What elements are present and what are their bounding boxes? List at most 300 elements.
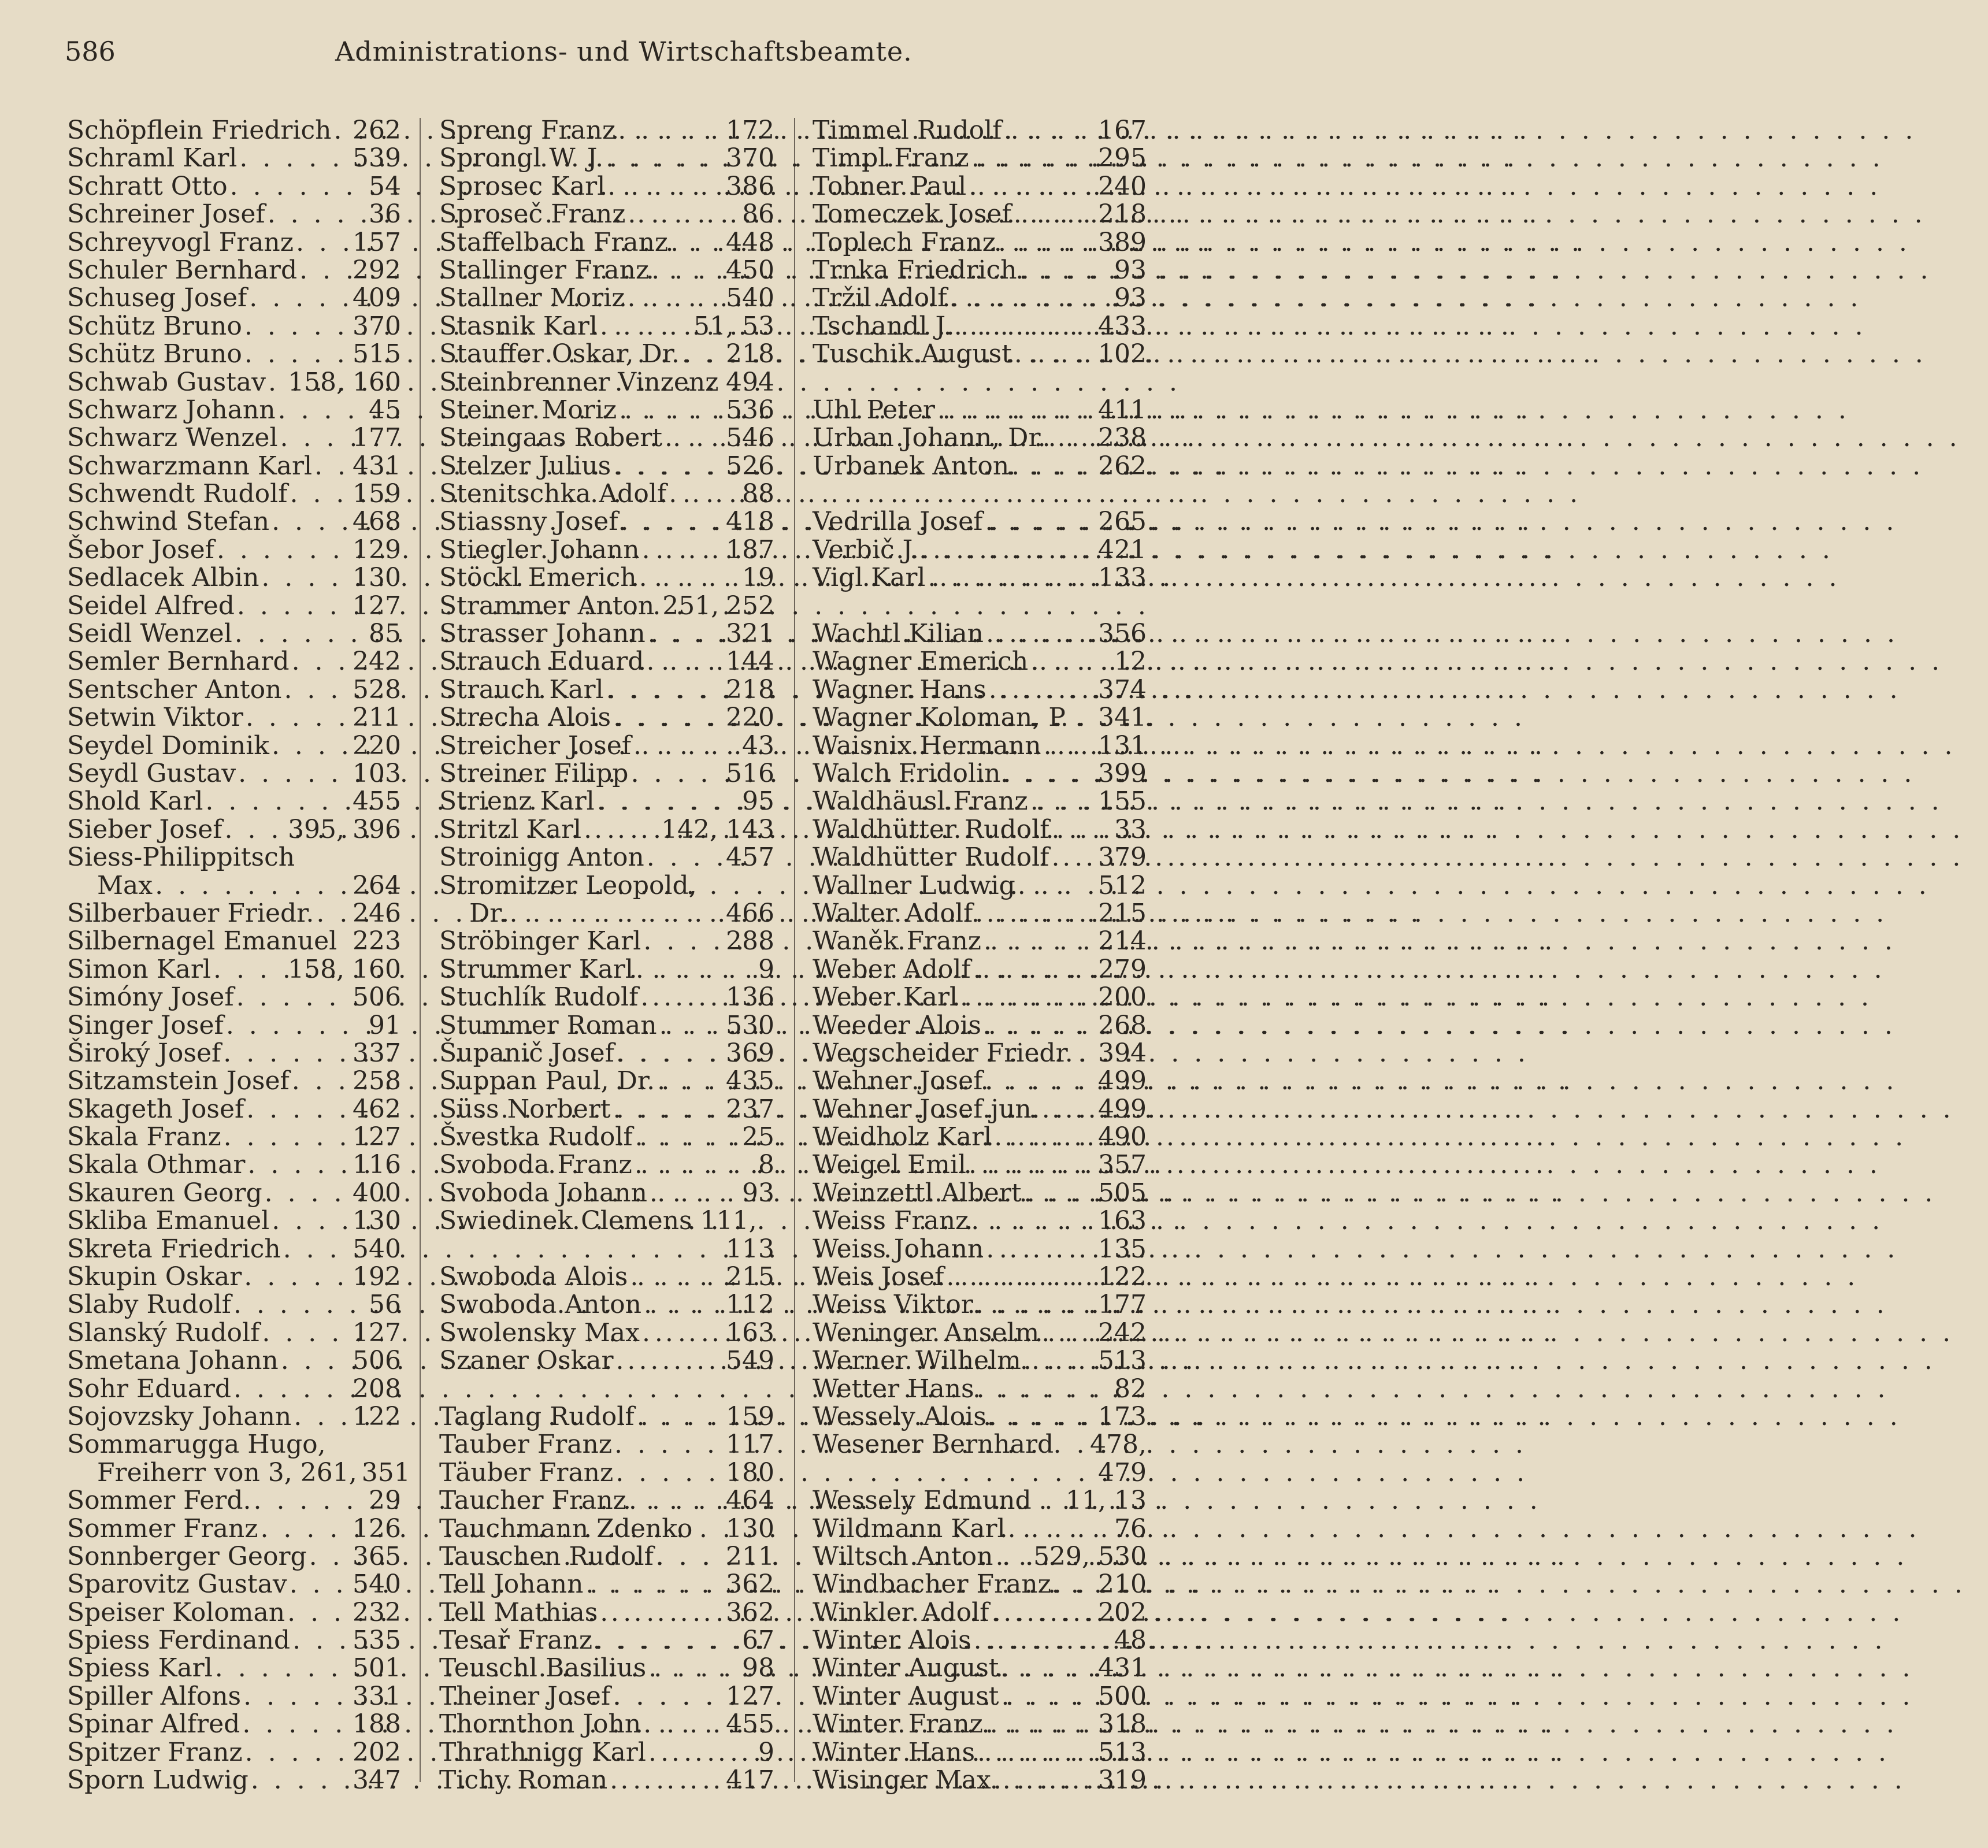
- entry-name: Wagner Koloman, P.: [813, 703, 1069, 733]
- entry-name: Sohr Eduard: [67, 1374, 232, 1404]
- entry-page: 265: [1098, 507, 1147, 537]
- entry-name: Steinbrenner Vinzenz: [439, 367, 719, 397]
- dot-leader: [947, 284, 1114, 312]
- entry-name: Skageth Josef: [67, 1094, 244, 1124]
- entry-name: Schwab Gustav: [67, 367, 266, 397]
- index-entry: [439, 816, 774, 844]
- entry-name: Staffelbach Franz: [439, 227, 669, 257]
- entry-page: 505: [1098, 1178, 1147, 1208]
- entry-name: Winkler Adolf: [813, 1597, 989, 1627]
- entry-name: Täuber Franz: [439, 1457, 614, 1487]
- index-entry: [439, 257, 774, 284]
- entry-page: 395, 396: [288, 814, 401, 844]
- entry-page: 86: [742, 199, 774, 229]
- entry-name: Silberbauer Friedr.: [67, 898, 314, 928]
- index-entry: [439, 648, 774, 676]
- entry-name: Skreta Friedrich: [67, 1234, 281, 1264]
- entry-name: Winter August: [813, 1653, 999, 1683]
- entry-name: Strasser Johann: [439, 619, 646, 649]
- dot-leader: [241, 1683, 353, 1710]
- entry-name: Sommer Ferd.: [67, 1486, 251, 1516]
- dot-leader: [971, 1627, 1114, 1654]
- index-entry: [67, 1235, 401, 1263]
- entry-page: 8: [758, 1150, 774, 1180]
- entry-name: Schwarz Wenzel: [67, 423, 278, 453]
- index-entry: [439, 1543, 774, 1571]
- entry-page: 142, 143: [661, 814, 774, 844]
- entry-page: 117: [726, 1430, 774, 1460]
- entry-name: Skauren Georg: [67, 1178, 262, 1208]
- entry-page: 490: [1098, 1122, 1147, 1152]
- entry-page: 113: [726, 1234, 774, 1264]
- index-entry: [439, 396, 774, 424]
- entry-page: 93: [742, 1178, 774, 1208]
- entry-name: Winter August: [813, 1681, 999, 1711]
- entry-page: 98: [742, 1653, 774, 1683]
- entry-page: 513: [1098, 1737, 1147, 1767]
- index-entry: [439, 1347, 774, 1375]
- dot-leader: [641, 1291, 726, 1319]
- index-entry: [813, 201, 1147, 228]
- dot-leader: [966, 173, 1098, 201]
- index-entry: [439, 173, 774, 201]
- entry-name: Stöckl Emerich: [439, 563, 637, 593]
- dot-leader: [613, 1459, 726, 1487]
- dot-leader: [647, 1179, 742, 1207]
- entry-name: Schwind Stefan: [67, 507, 270, 537]
- index-entry: [67, 844, 401, 871]
- entry-page: 501: [353, 1653, 401, 1683]
- entry-page: 51, 53: [693, 311, 774, 341]
- entry-page: 506: [353, 1346, 401, 1376]
- index-entry: [813, 956, 1147, 984]
- entry-page: 220: [726, 703, 774, 733]
- dot-leader: [1017, 257, 1114, 284]
- entry-page: 409: [353, 283, 401, 313]
- dot-leader: [611, 452, 726, 480]
- index-entry: [813, 1683, 1147, 1710]
- entry-name: Wallner Ludwig: [813, 870, 1015, 900]
- entry-page: 450: [726, 255, 774, 285]
- entry-page: 513: [1098, 1346, 1147, 1376]
- entry-page: 379: [1098, 843, 1147, 873]
- dot-leader: [242, 1263, 353, 1291]
- entry-name: Schuler Bernhard: [67, 255, 298, 285]
- dot-leader: [598, 313, 693, 340]
- dot-leader: [611, 704, 726, 732]
- entry-name: Tauschen Rudolf: [439, 1541, 654, 1571]
- index-entry: [67, 452, 401, 480]
- dot-leader: [984, 1235, 1098, 1263]
- entry-name: Sommarugga Hugo,: [67, 1430, 326, 1460]
- dot-leader: [640, 536, 726, 564]
- index-entry: [813, 424, 1147, 452]
- index-entry: [439, 340, 774, 368]
- entry-name: Teuschl Basilius: [439, 1653, 647, 1683]
- entry-name: Vedrilla Josef: [813, 507, 983, 537]
- index-entry: [67, 508, 401, 536]
- entry-page: 539: [353, 143, 401, 173]
- index-entry: [67, 648, 401, 676]
- index-entry: [67, 1207, 401, 1235]
- entry-name: Wildmann Karl: [813, 1513, 1006, 1543]
- index-entry: [813, 1599, 1147, 1627]
- index-entry: [813, 1627, 1147, 1654]
- entry-page: 54: [369, 171, 401, 201]
- entry-page: 155: [1098, 786, 1147, 817]
- entry-page: 82: [1114, 1374, 1147, 1404]
- index-entry: [813, 340, 1147, 368]
- index-entry: [813, 1739, 1147, 1767]
- dot-leader: [668, 229, 726, 257]
- entry-name: Spitzer Franz: [67, 1737, 243, 1767]
- dot-leader: [243, 1739, 353, 1767]
- entry-page: 85: [369, 619, 401, 649]
- dot-leader: [986, 676, 1098, 704]
- dot-leader: [1049, 844, 1098, 871]
- dot-leader: [294, 229, 353, 257]
- entry-page: 232: [353, 1597, 401, 1627]
- index-entry: [439, 1459, 774, 1487]
- index-entry: [813, 1263, 1147, 1291]
- entry-page: 202: [1098, 1597, 1147, 1627]
- dot-leader: [625, 201, 742, 228]
- entry-page: 516: [726, 758, 774, 788]
- entry-name: Stasnik Karl: [439, 311, 598, 341]
- entry-name: Sparovitz Gustav: [67, 1569, 287, 1600]
- dot-leader: [974, 1375, 1114, 1403]
- dot-leader: [996, 229, 1098, 257]
- entry-page: 478,: [1090, 1430, 1147, 1460]
- index-entry: [67, 592, 401, 620]
- entry-name: Max: [97, 870, 153, 900]
- dot-leader: [232, 620, 369, 648]
- dot-leader: [1015, 872, 1098, 900]
- entry-name: Wetter Hans: [813, 1374, 974, 1404]
- entry-page: 102: [1098, 339, 1147, 369]
- entry-page: 292: [353, 255, 401, 285]
- dot-leader: [1021, 1347, 1098, 1375]
- entry-page: 192: [353, 1262, 401, 1292]
- entry-name: Vigl Karl: [813, 563, 926, 593]
- index-entry: [67, 1683, 401, 1710]
- dot-leader: [247, 284, 353, 312]
- entry-page: 499: [1098, 1094, 1147, 1124]
- dot-leader: [269, 1207, 353, 1235]
- entry-page: 19: [742, 563, 774, 593]
- entry-name: Seydel Dominik: [67, 730, 269, 760]
- index-entry: [439, 1599, 774, 1627]
- entry-name: Svoboda Franz: [439, 1150, 632, 1180]
- entry-name: Švestka Rudolf: [439, 1122, 633, 1152]
- dot-leader: [617, 396, 726, 424]
- index-entry: [439, 1627, 774, 1654]
- index-entry: [67, 1151, 401, 1179]
- entry-page: 258: [353, 1066, 401, 1096]
- entry-name: Timpl Franz: [813, 143, 969, 173]
- entry-name: Strienz Karl: [439, 786, 595, 817]
- entry-name: Stallner Moriz: [439, 283, 625, 313]
- dot-leader: [236, 760, 353, 788]
- index-entry: [813, 1067, 1147, 1095]
- index-column-1: [67, 116, 410, 1795]
- dot-leader: [981, 1012, 1098, 1040]
- dot-leader: [625, 284, 726, 312]
- index-entry: [813, 732, 1147, 760]
- index-entry: [67, 1012, 401, 1040]
- dot-leader: [258, 1515, 353, 1543]
- dot-leader: [592, 1627, 742, 1654]
- entry-page: 295: [1098, 143, 1147, 173]
- entry-name: Wessely Alois: [813, 1401, 986, 1431]
- entry-name: Wiltsch Anton: [813, 1541, 993, 1571]
- entry-name: Skala Franz: [67, 1122, 221, 1152]
- entry-name: Thornthon John: [439, 1709, 641, 1739]
- dot-leader: [583, 1571, 726, 1598]
- dot-leader: [926, 564, 1099, 592]
- dot-leader: [290, 1627, 353, 1654]
- entry-page: 56: [369, 1290, 401, 1320]
- index-entry: [813, 1515, 1147, 1543]
- index-entry: [813, 173, 1147, 201]
- index-entry: [67, 927, 401, 955]
- dot-leader: [984, 620, 1098, 648]
- entry-page: 540: [726, 283, 774, 313]
- dot-leader: [290, 648, 353, 676]
- entry-page: 417: [726, 1765, 774, 1795]
- dot-leader: [644, 648, 726, 676]
- dot-leader: [640, 1319, 726, 1347]
- index-entry: [439, 117, 774, 144]
- index-entry: [67, 676, 401, 704]
- index-entry: [813, 648, 1147, 676]
- entry-page: 88: [742, 479, 774, 509]
- entry-name: Taglang Rudolf: [439, 1401, 635, 1431]
- entry-name: Setwin Viktor: [67, 703, 243, 733]
- entry-name: Tržil Adolf: [813, 283, 947, 313]
- entry-page: 136: [726, 982, 774, 1012]
- index-entry: [813, 1040, 1147, 1067]
- index-entry: [67, 900, 401, 927]
- dot-leader: [153, 872, 353, 900]
- entry-name: Weninger Anselm: [813, 1318, 1040, 1348]
- entry-page: 177: [1098, 1290, 1147, 1320]
- dot-leader: [281, 676, 353, 704]
- entry-page: 129: [353, 535, 401, 565]
- entry-page: 67: [742, 1626, 774, 1656]
- index-entry: [813, 508, 1147, 536]
- entry-name: Silbernagel Emanuel: [67, 926, 337, 956]
- dot-leader: [1041, 732, 1098, 760]
- entry-name: Waldhütter Rudolf: [813, 814, 1049, 844]
- entry-page: 457: [726, 843, 774, 873]
- entry-name: Sitzamstein Josef: [67, 1066, 290, 1096]
- entry-name: Wehner Josef jun.: [813, 1094, 1040, 1124]
- entry-page: 36: [369, 199, 401, 229]
- entry-name: Winter Franz: [813, 1709, 983, 1739]
- dot-leader: [615, 117, 726, 144]
- dot-leader: [312, 452, 353, 480]
- index-entry: [813, 1403, 1147, 1431]
- index-entry: [813, 1487, 1147, 1515]
- index-entry: [439, 229, 774, 257]
- index-entry: [67, 340, 401, 368]
- dot-leader: [607, 1767, 726, 1794]
- dot-leader: [291, 1403, 353, 1431]
- dot-leader: [641, 1710, 726, 1738]
- entry-page: 208: [353, 1374, 401, 1404]
- entry-page: 172: [726, 116, 774, 145]
- entry-name: Szaner Oskar: [439, 1346, 614, 1376]
- entry-name: Streicher Josef: [439, 730, 632, 760]
- dot-leader: [1046, 424, 1098, 452]
- index-entry: [813, 284, 1147, 312]
- entry-name: Schreyvogl Franz: [67, 227, 294, 257]
- entry-name: Walch Fridolin: [813, 758, 1001, 788]
- index-entry: [67, 984, 401, 1011]
- entry-name: Spiess Ferdinand: [67, 1626, 291, 1656]
- dot-leader: [646, 620, 726, 648]
- index-entry: [439, 927, 774, 955]
- entry-page: 167: [1098, 116, 1147, 145]
- index-entry: [813, 1291, 1147, 1319]
- dot-leader: [993, 1543, 1033, 1571]
- entry-page: 365: [353, 1541, 401, 1571]
- index-entry: [813, 1767, 1147, 1794]
- index-entry: [439, 1207, 774, 1235]
- dot-leader: [628, 1263, 726, 1291]
- entry-name: Freiherr von 3, 261,: [97, 1457, 357, 1487]
- entry-name: Tell Johann: [439, 1569, 584, 1600]
- index-entry: [439, 1487, 774, 1515]
- entry-page: 240: [1098, 171, 1147, 201]
- dot-leader: [603, 144, 726, 172]
- entry-name: Seydl Gustav: [67, 758, 236, 788]
- entry-name: Stelzer Julius: [439, 451, 611, 481]
- dot-leader: [231, 1375, 353, 1403]
- dot-leader: [243, 704, 353, 732]
- dot-leader: [1022, 1179, 1099, 1207]
- entry-page: 526: [726, 451, 774, 481]
- entry-page: 347: [353, 1765, 401, 1795]
- index-entry: [439, 564, 774, 592]
- entry-name: Stiegler Johann: [439, 535, 640, 565]
- index-entry: [67, 564, 401, 592]
- entry-page: 122: [353, 1401, 401, 1431]
- entry-name: Waisnix Hermann: [813, 730, 1041, 760]
- dot-leader: [221, 1040, 353, 1067]
- index-entry: [67, 1431, 401, 1459]
- dot-leader: [235, 592, 353, 620]
- index-entry: [439, 844, 774, 871]
- entry-page: 159: [353, 479, 401, 509]
- dot-leader: [662, 424, 726, 452]
- index-entry: [439, 1263, 774, 1291]
- entry-page: 163: [1098, 1206, 1147, 1236]
- entry-name: Winter Hans: [813, 1737, 976, 1767]
- entry-page: 252: [726, 591, 774, 621]
- index-entry: [67, 1375, 401, 1403]
- index-entry: [813, 1096, 1147, 1123]
- entry-page: 130: [353, 1206, 401, 1236]
- entry-page: 242: [353, 647, 401, 677]
- entry-name: Winter Alois: [813, 1626, 971, 1656]
- entry-page: 337: [353, 1038, 401, 1068]
- index-entry: [439, 1291, 774, 1319]
- dot-leader: [1012, 340, 1098, 368]
- index-entry: [439, 201, 774, 228]
- index-entry: [813, 984, 1147, 1011]
- index-entry: [813, 1710, 1147, 1738]
- index-entry: [67, 732, 401, 760]
- entry-page: 188: [353, 1709, 401, 1739]
- entry-name: Weiss Viktor: [813, 1290, 973, 1320]
- dot-leader: [222, 816, 288, 844]
- dot-leader: [244, 1096, 353, 1123]
- dot-leader: [307, 1543, 353, 1571]
- index-entry: [439, 620, 774, 648]
- entry-name: Seidl Wenzel: [67, 619, 232, 649]
- entry-name: Stallinger Franz: [439, 255, 650, 285]
- entry-name: Tell Mathias: [439, 1597, 598, 1627]
- index-entry: [67, 1627, 401, 1654]
- entry-page: 133: [1098, 563, 1147, 593]
- entry-name: Theiner Josef: [439, 1681, 611, 1711]
- index-entry: [67, 1710, 401, 1738]
- index-entry: [67, 816, 401, 844]
- dot-leader: [618, 508, 726, 536]
- index-entry: [813, 927, 1147, 955]
- entry-page: 93: [1114, 255, 1147, 285]
- index-entry: [439, 284, 774, 312]
- entry-name: Wesener Bernhard: [813, 1430, 1054, 1460]
- dot-leader: [221, 1123, 353, 1151]
- entry-page: 246: [353, 898, 401, 928]
- entry-name: Swolensky Max: [439, 1318, 640, 1348]
- index-entry: [813, 1431, 1147, 1459]
- dot-leader: [935, 396, 1098, 424]
- dot-leader: [251, 1487, 369, 1515]
- dot-leader: [262, 1179, 353, 1207]
- entry-page: 421: [1098, 535, 1147, 565]
- entry-name: Schratt Otto: [67, 171, 228, 201]
- dot-leader: [966, 1151, 1098, 1179]
- dot-leader: [973, 900, 1098, 927]
- entry-page: 130: [726, 1513, 774, 1543]
- entry-page: 103: [353, 758, 401, 788]
- entry-name: Singer Josef: [67, 1010, 224, 1040]
- index-entry: [439, 1151, 774, 1179]
- index-entry: [67, 1040, 401, 1067]
- entry-name: Shold Karl: [67, 786, 203, 817]
- index-entry: [439, 144, 774, 172]
- entry-name: Tobner Paul: [813, 171, 967, 201]
- entry-page: 540: [353, 1569, 401, 1600]
- dot-leader: [598, 1599, 726, 1627]
- dot-leader: [1049, 816, 1114, 844]
- entry-name: Spreng Franz: [439, 116, 616, 145]
- entry-page: 386: [726, 171, 774, 201]
- entry-name: Wachtl Kilian: [813, 619, 984, 649]
- letter-gap: [813, 480, 1147, 508]
- dot-leader: [234, 984, 353, 1011]
- dot-leader: [1002, 117, 1098, 144]
- dot-leader: [919, 536, 1098, 564]
- dot-leader: [637, 564, 742, 592]
- entry-page: 173: [1098, 1401, 1147, 1431]
- entry-name: Široký Josef: [67, 1038, 221, 1068]
- entry-name: Sedlacek Albin: [67, 563, 259, 593]
